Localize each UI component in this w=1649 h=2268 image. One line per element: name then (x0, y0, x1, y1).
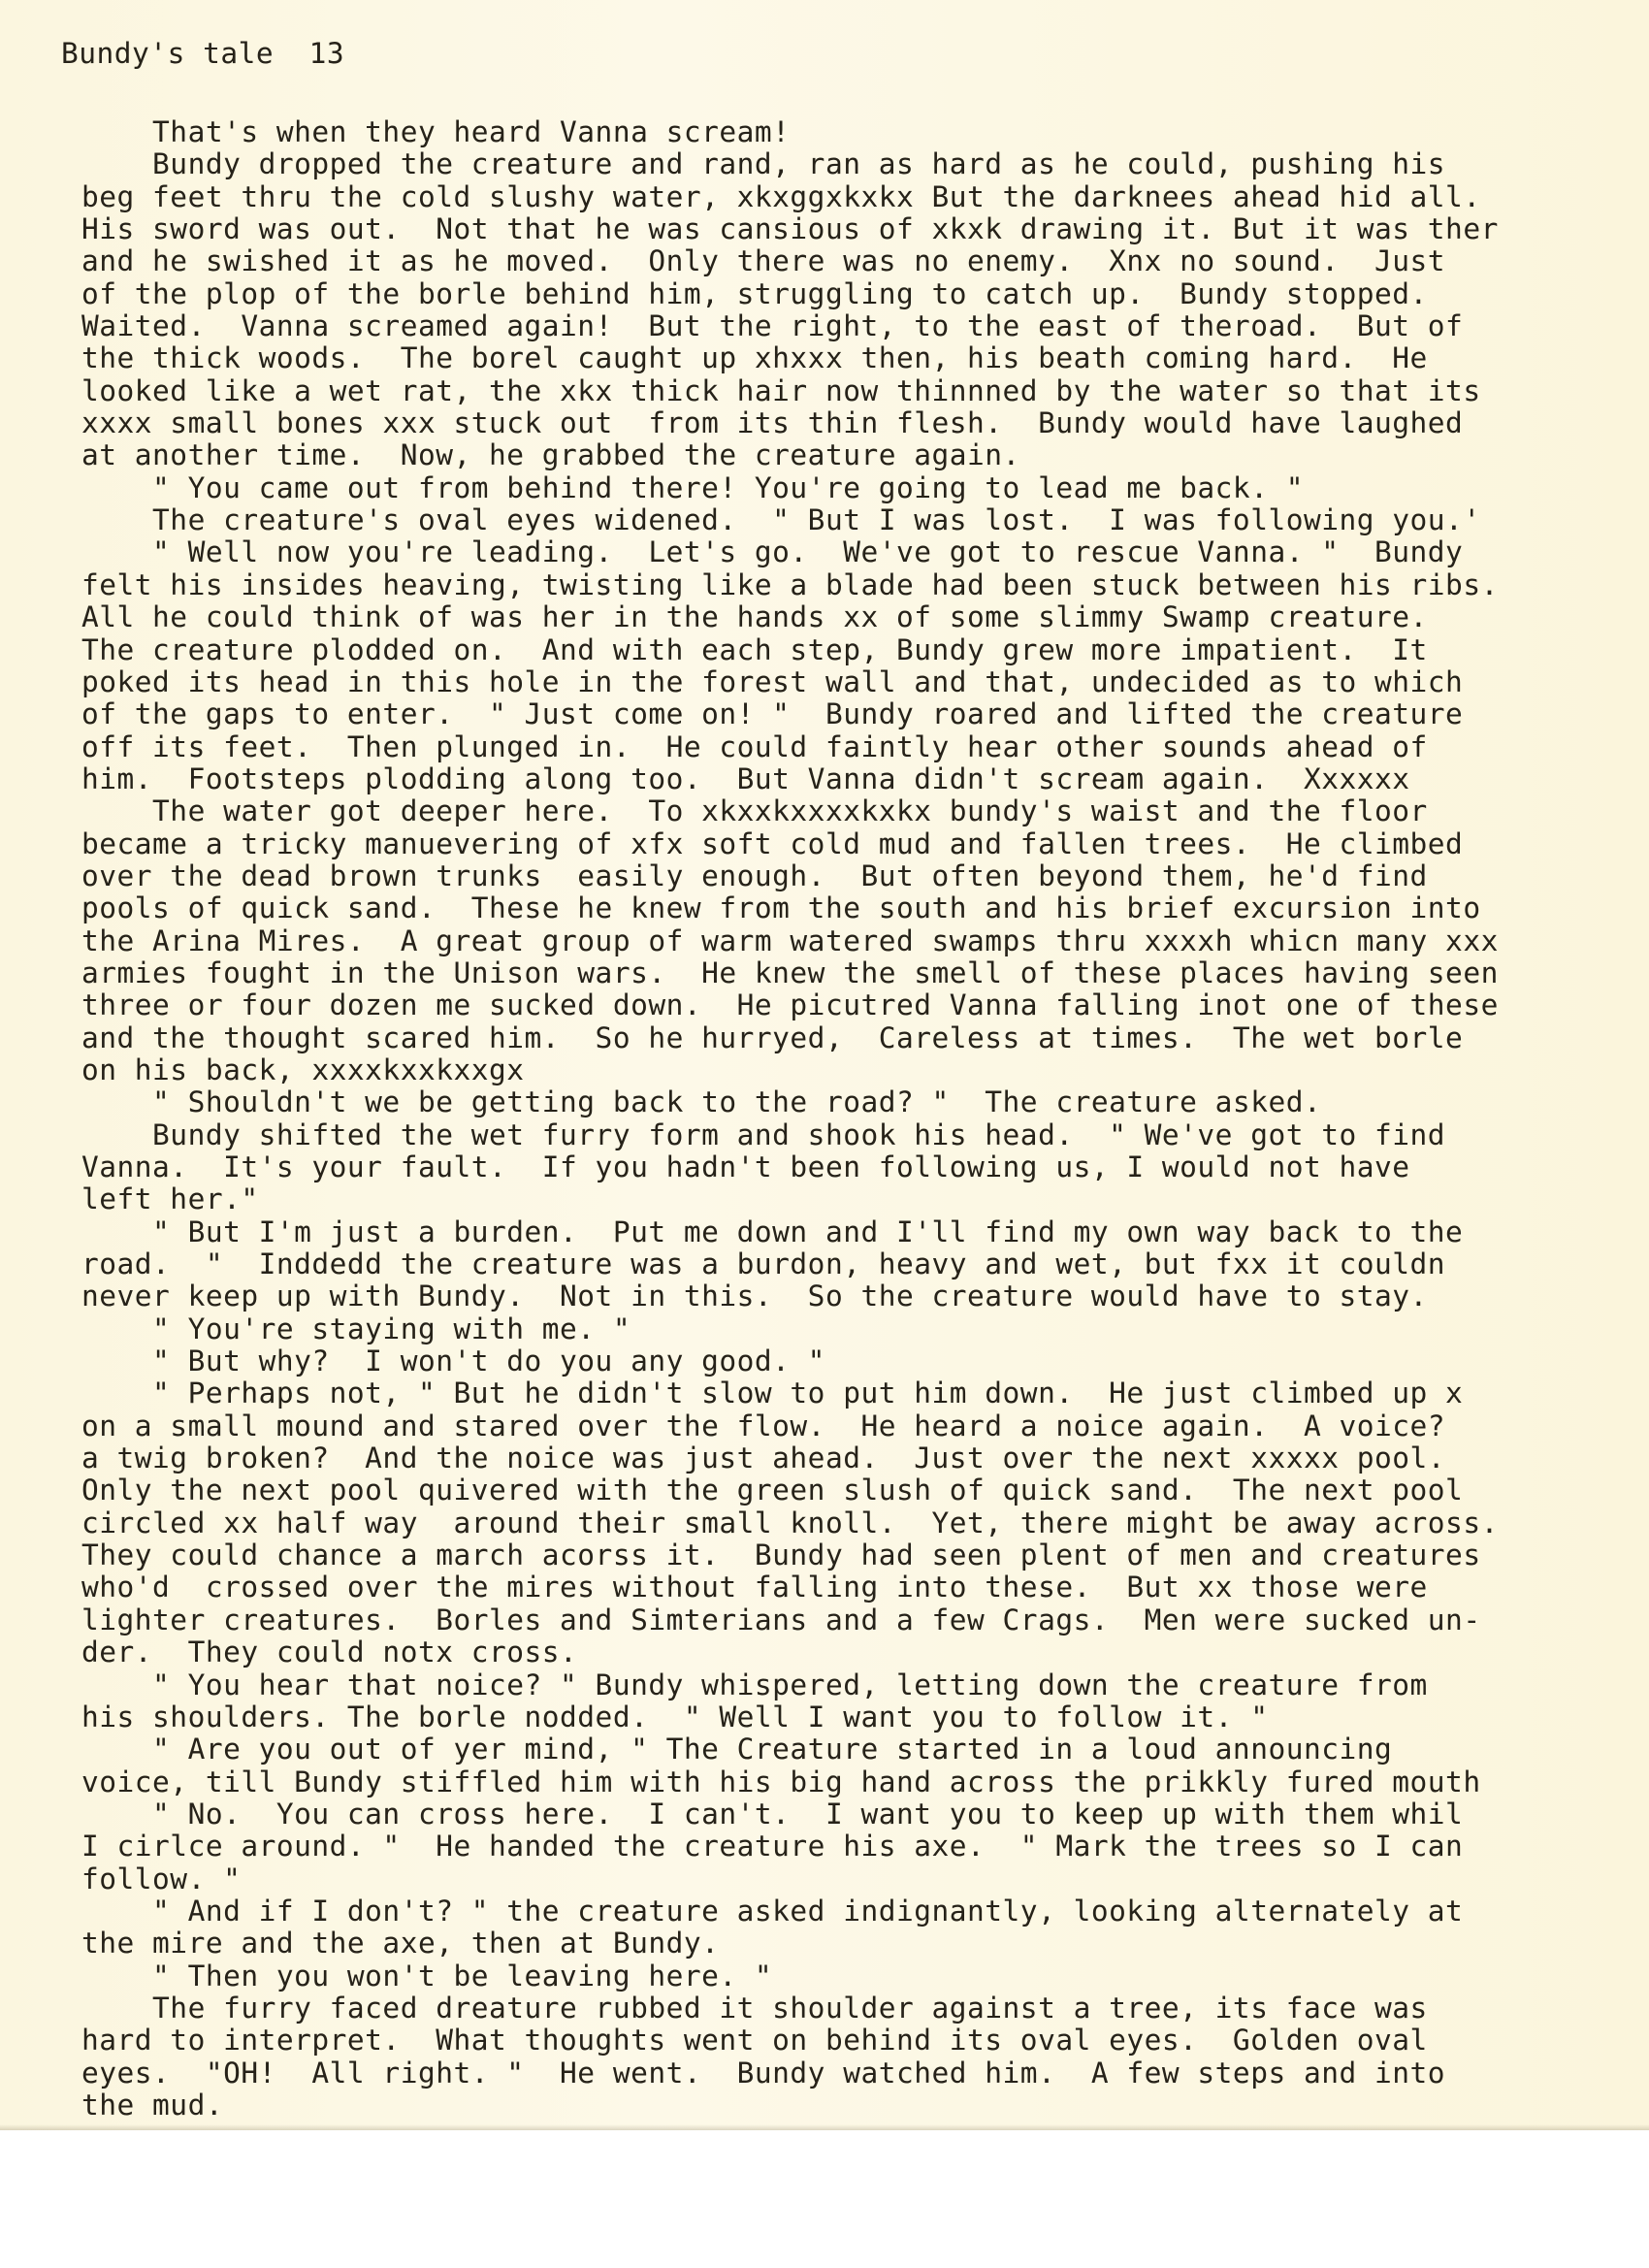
text-line: The water got deeper here. To xkxxkxxxxkxkx bundy's waist and the floor (81, 794, 1428, 828)
text-line: pools of quick sand. These he knew from the south and his brief excursion into (81, 891, 1481, 925)
text-line: never keep up with Bundy. Not in this. So the creature would have to stay. (81, 1280, 1428, 1313)
text-line: Bundy dropped the creature and rand, ran as hard as he could, pushing his (81, 147, 1446, 181)
text-line: armies fought in the Unison wars. He knew the smell of these places having seen (81, 956, 1499, 989)
text-line: Waited. Vanna screamed again! But the right, to the east of theroad. But of (81, 309, 1464, 343)
text-line: poked its head in this hole in the forest wall and that, undecided as to which (81, 664, 1464, 698)
text-line: His sword was out. Not that he was cansious of xkxk drawing it. But it was ther (81, 212, 1499, 246)
text-line: felt his insides heaving, twisting like a blade had been stuck between his ribs. (81, 567, 1499, 601)
text-line: him. Footsteps plodding along too. But Vanna didn't scream again. Xxxxxx (81, 761, 1410, 795)
text-line: of the gaps to enter. " Just come on! " Bundy roared and lifted the creature (81, 697, 1464, 731)
text-line: at another time. Now, he grabbed the creature again. (81, 438, 1020, 472)
text-line: became a tricky manuevering of xfx soft cold mud and fallen trees. He climbed (81, 826, 1464, 860)
text-line: who'd crossed over the mires without falling into these. But xx those were (81, 1571, 1428, 1604)
text-line: looked like a wet rat, the xkx thick hair now thinnned by the water so that its (81, 373, 1481, 407)
text-line: beg feet thru the cold slushy water, xkxggxkxkx But the darknees ahead hid all. (81, 179, 1481, 213)
text-line: " Then you won't be leaving here. " (81, 1959, 773, 1993)
text-line: " But why? I won't do you any good. " (81, 1345, 825, 1378)
text-line: Only the next pool quivered with the green slush of quick sand. The next pool (81, 1474, 1464, 1507)
page-bottom-edge (0, 2124, 1649, 2130)
text-line: hard to interpret. What thoughts went on behind its oval eyes. Golden oval (81, 2024, 1428, 2057)
text-line: That's when they heard Vanna scream! (81, 115, 791, 148)
text-line: and the thought scared him. So he hurryed, Careless at times. The wet borle (81, 1021, 1464, 1054)
text-line: " You hear that noice? " Bundy whispered, letting down the creature from (81, 1668, 1428, 1701)
text-line: lighter creatures. Borles and Simterians and a few Crags. Men were sucked un- (81, 1603, 1481, 1636)
text-line: the mud. (81, 2088, 224, 2122)
text-line: road. " Inddedd the creature was a burdon, heavy and wet, but fxx it couldn (81, 1247, 1446, 1281)
text-line: eyes. "OH! All right. " He went. Bundy watched him. A few steps and into (81, 2056, 1446, 2090)
manuscript-text (81, 116, 1633, 2122)
text-line: the thick woods. The borel caught up xhxxx then, his beath coming hard. He (81, 341, 1428, 375)
text-line: and he swished it as he moved. Only there was no enemy. Xnx no sound. Just (81, 244, 1446, 278)
text-line: his shoulders. The borle nodded. " Well I want you to follow it. " (81, 1700, 1269, 1733)
text-line: " You're staying with me. " (81, 1312, 631, 1345)
text-line: " But I'm just a burden. Put me down and I'll find my own way back to the (81, 1215, 1464, 1248)
text-line: of the plop of the borle behind him, struggling to catch up. Bundy stopped. (81, 276, 1428, 310)
text-line: follow. " (81, 1862, 242, 1895)
text-line: Vanna. It's your fault. If you hadn't been following us, I would not have (81, 1150, 1410, 1183)
text-line: left her." (81, 1183, 259, 1216)
text-line: off its feet. Then plunged in. He could faintly hear other sounds ahead of (81, 729, 1428, 763)
text-line: All he could think of was her in the hands xx of some slimmy Swamp creature. (81, 600, 1428, 634)
text-line: They could chance a march acorss it. Bundy had seen plent of men and creatures (81, 1539, 1481, 1572)
text-line: The creature plodded on. And with each step, Bundy grew more impatient. It (81, 632, 1428, 666)
text-line: I cirlce around. " He handed the creature his axe. " Mark the trees so I can (81, 1830, 1464, 1863)
text-line: the Arina Mires. A great group of warm watered swamps thru xxxxh whicn many xxx (81, 923, 1499, 957)
text-line: der. They could notx cross. (81, 1636, 578, 1669)
text-line: the mire and the axe, then at Bundy. (81, 1927, 720, 1960)
text-line: on his back, xxxxkxxkxxgx (81, 1053, 525, 1086)
text-line: xxxx small bones xxx stuck out from its thin flesh. Bundy would have laughed (81, 406, 1464, 440)
text-line: The creature's oval eyes widened. " But I was lost. I was following you.' (81, 503, 1481, 537)
text-line: voice, till Bundy stiffled him with his big hand across the prikkly fured mouth (81, 1765, 1481, 1798)
page-header: Bundy's tale 13 (61, 37, 345, 70)
text-line: " Well now you're leading. Let's go. We've got to rescue Vanna. " Bundy (81, 535, 1464, 569)
text-line: on a small mound and stared over the flow. He heard a noice again. A voice? (81, 1409, 1446, 1442)
text-line: a twig broken? And the noice was just ahead. Just over the next xxxxx pool. (81, 1442, 1446, 1475)
text-line: " You came out from behind there! You're going to lead me back. " (81, 470, 1304, 504)
text-line: " And if I don't? " the creature asked indignantly, looking alternately at (81, 1894, 1464, 1928)
text-line: " Are you out of yer mind, " The Creature started in a loud announcing (81, 1733, 1393, 1766)
text-line: " Shouldn't we be getting back to the road? " The creature asked. (81, 1085, 1322, 1119)
text-line: three or four dozen me sucked down. He picutred Vanna falling inot one of these (81, 988, 1499, 1022)
text-line: over the dead brown trunks easily enough. But often beyond them, he'd find (81, 859, 1428, 892)
text-line: " No. You can cross here. I can't. I want you to keep up with them whil (81, 1797, 1464, 1831)
text-line: circled xx half way around their small knoll. Yet, there might be away across. (81, 1506, 1499, 1539)
text-line: The furry faced dreature rubbed it shoulder against a tree, its face was (81, 1991, 1428, 2025)
text-line: " Perhaps not, " But he didn't slow to put him down. He just climbed up x (81, 1377, 1464, 1410)
text-line: Bundy shifted the wet furry form and shook his head. " We've got to find (81, 1118, 1446, 1151)
